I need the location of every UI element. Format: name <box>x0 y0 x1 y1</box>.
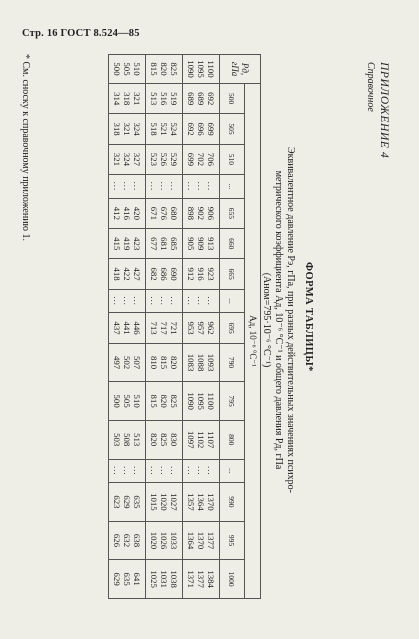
pressure-value: 505 <box>122 62 132 76</box>
cell-value: 641 <box>132 572 142 586</box>
table-body <box>109 55 220 599</box>
table-cell <box>183 198 220 228</box>
cell-value: 446 <box>132 321 142 335</box>
cell-value: 529 <box>169 152 179 166</box>
cell-value: 623 <box>112 495 122 509</box>
table-cell <box>183 382 220 421</box>
cell-value: 953 <box>186 321 196 335</box>
table-cell <box>183 560 220 599</box>
cell-value: 521 <box>159 122 169 136</box>
cell-value: 505 <box>122 394 132 408</box>
cell-value: 689 <box>186 92 196 106</box>
cell-value: 503 <box>112 433 122 447</box>
cell-value: 318 <box>122 92 132 106</box>
cell-value: ... <box>206 181 216 192</box>
cell-value: 1107 <box>206 431 216 449</box>
table-cell <box>146 521 183 560</box>
cell-value: 681 <box>159 237 169 251</box>
cell-value: 516 <box>159 92 169 106</box>
cell-value: 689 <box>196 92 206 106</box>
cell-value: 437 <box>112 321 122 335</box>
cell-value: 1020 <box>159 493 169 511</box>
column-header: 795 <box>220 382 245 421</box>
table-cell <box>146 259 183 289</box>
cell-value: ... <box>149 181 159 192</box>
appendix-subtitle: Справочное <box>365 62 376 112</box>
column-header: ... <box>220 459 245 483</box>
cell-value: 420 <box>132 206 142 220</box>
table-cell <box>183 420 220 459</box>
cell-value: 699 <box>206 122 216 136</box>
column-header: 790 <box>220 343 245 382</box>
cell-value: 327 <box>132 152 142 166</box>
cell-value: 680 <box>169 206 179 220</box>
cell-value: ... <box>206 466 216 476</box>
cell-value: ... <box>196 181 206 192</box>
cell-value: ... <box>169 296 179 306</box>
cell-value: 626 <box>112 533 122 548</box>
pressure-value: 825 <box>169 62 179 76</box>
pressure-value: 820 <box>159 62 169 76</box>
cell-value: 629 <box>122 495 132 509</box>
cell-value: 923 <box>206 267 216 281</box>
table-cell <box>109 382 146 421</box>
table-cell <box>109 84 146 114</box>
cell-value: 507 <box>132 355 142 370</box>
table-cell <box>109 259 146 289</box>
cell-value: 682 <box>149 267 159 281</box>
table-cell <box>183 229 220 259</box>
column-header: 500 <box>220 84 245 114</box>
cell-value: 635 <box>132 495 142 509</box>
cell-value: 418 <box>112 267 122 281</box>
description-line-2: метрического коэффициента Aд, 10⁻⁶ °C⁻¹ и общего давления Pд, гПа <box>273 170 284 470</box>
cell-value: 699 <box>186 152 196 166</box>
cell-value: 677 <box>149 237 159 251</box>
description-line-1: Эквивалентное давление Pэ, гПа, при разных действительных значениях психро- <box>285 147 296 493</box>
cell-value: 717 <box>159 321 169 335</box>
cell-value: 415 <box>112 237 122 251</box>
column-header: 505 <box>220 114 245 144</box>
table-cell <box>146 382 183 421</box>
table-cell <box>109 114 146 144</box>
cell-value: 815 <box>149 394 159 408</box>
cell-value: 632 <box>122 533 132 548</box>
pressure-table <box>108 54 261 599</box>
cell-value: 690 <box>169 267 179 281</box>
cell-value: 905 <box>186 237 196 251</box>
table-cell <box>109 313 146 343</box>
pressure-cell <box>109 55 146 84</box>
column-header: 800 <box>220 420 245 459</box>
cell-value: 1377 <box>206 531 216 550</box>
cell-value: 1027 <box>169 493 179 511</box>
cell-value: 898 <box>186 206 196 220</box>
cell-value: 324 <box>122 152 132 166</box>
cell-value: 815 <box>159 355 169 370</box>
cell-value: 820 <box>169 355 179 370</box>
cell-value: ... <box>132 466 142 476</box>
cell-value: ... <box>159 296 169 306</box>
column-header: 695 <box>220 313 245 343</box>
cell-value: ... <box>122 466 132 476</box>
cell-value: 696 <box>196 122 206 136</box>
cell-value: 513 <box>149 92 159 106</box>
cell-value: 1020 <box>149 531 159 550</box>
pressure-value: 815 <box>149 62 159 76</box>
cell-value: 513 <box>132 433 142 447</box>
cell-value: 423 <box>132 237 142 251</box>
footnote: * См. сноску к справочному приложению 1. <box>20 54 31 242</box>
cell-value: 638 <box>132 533 142 548</box>
form-title: ФОРМА ТАБЛИЦЫ* <box>303 262 314 372</box>
cell-value: 314 <box>112 92 122 106</box>
cell-value: ... <box>132 181 142 192</box>
cell-value: 912 <box>186 267 196 281</box>
table-cell <box>183 144 220 174</box>
column-header: 990 <box>220 483 245 522</box>
table-cell <box>183 313 220 343</box>
cell-value: 1090 <box>186 392 196 410</box>
cell-value: 913 <box>206 237 216 251</box>
cell-value: 1357 <box>186 493 196 511</box>
cell-value: 416 <box>122 206 132 220</box>
cell-value: 1033 <box>169 531 179 550</box>
cell-value: ... <box>186 181 196 192</box>
cell-value: 1083 <box>186 353 196 372</box>
cell-value: 962 <box>206 321 216 335</box>
page-header: Стр. 16 ГОСТ 8.524—85 <box>22 28 140 39</box>
cell-value: 825 <box>159 433 169 447</box>
table-cell <box>183 483 220 522</box>
cell-value: 508 <box>122 433 132 447</box>
cell-value: ... <box>112 296 122 306</box>
cell-value: 519 <box>169 92 179 106</box>
table-cell <box>183 343 220 382</box>
table-cell <box>146 229 183 259</box>
table-row <box>109 55 146 599</box>
cell-value: 692 <box>186 122 196 136</box>
cell-value: ... <box>149 296 159 306</box>
table-row <box>146 55 183 599</box>
cell-value: 1031 <box>159 570 169 588</box>
cell-value: ... <box>122 181 132 192</box>
cell-value: 1370 <box>206 493 216 511</box>
cell-value: 1026 <box>159 531 169 550</box>
a-header: Aд, 10⁻⁶ °C⁻¹ <box>245 84 261 599</box>
column-header-row <box>220 55 245 599</box>
cell-value: 1095 <box>196 392 206 410</box>
cell-value: 321 <box>132 92 142 106</box>
column-header: 665 <box>220 259 245 289</box>
cell-value: 820 <box>149 433 159 447</box>
cell-value: 1364 <box>196 493 206 511</box>
table-cell <box>146 560 183 599</box>
cell-value: 1025 <box>149 570 159 588</box>
cell-value: ... <box>159 466 169 476</box>
cell-value: 1088 <box>196 353 206 372</box>
cell-value: 685 <box>169 237 179 251</box>
column-header: 510 <box>220 144 245 174</box>
pressure-value: 510 <box>132 62 142 76</box>
table-cell <box>146 84 183 114</box>
cell-value: 721 <box>169 321 179 335</box>
table-cell <box>183 289 220 313</box>
table-cell <box>109 521 146 560</box>
table-cell <box>146 289 183 313</box>
table-cell <box>109 459 146 483</box>
cell-value: 825 <box>169 394 179 408</box>
cell-value: 524 <box>169 122 179 136</box>
table-cell <box>109 175 146 199</box>
cell-value: 686 <box>159 267 169 281</box>
cell-value: ... <box>112 466 122 476</box>
description-line-3: (Aном=795·10⁻⁶ °C⁻¹) <box>261 272 272 368</box>
cell-value: ... <box>149 466 159 476</box>
cell-value: 676 <box>159 206 169 220</box>
cell-value: 1015 <box>149 493 159 511</box>
cell-value: 427 <box>132 267 142 281</box>
table-cell <box>109 289 146 313</box>
table-cell <box>146 483 183 522</box>
cell-value: 412 <box>112 206 122 220</box>
table-cell <box>146 459 183 483</box>
table-cell <box>183 521 220 560</box>
cell-value: 502 <box>122 355 132 370</box>
cell-value: 321 <box>122 122 132 136</box>
cell-value: 957 <box>196 321 206 335</box>
cell-value: ... <box>132 296 142 306</box>
cell-value: 526 <box>159 152 169 166</box>
cell-value: ... <box>169 181 179 192</box>
table-cell <box>109 229 146 259</box>
cell-value: ... <box>112 181 122 192</box>
px-header: Pд, гПа <box>220 55 261 84</box>
column-header: 1000 <box>220 560 245 599</box>
pressure-value: 1090 <box>186 60 196 78</box>
cell-value: 909 <box>196 237 206 251</box>
cell-value: 830 <box>169 433 179 447</box>
table-description <box>260 120 296 520</box>
pressure-value: 1095 <box>196 60 206 78</box>
cell-value: ... <box>186 466 196 476</box>
appendix-title: ПРИЛОЖЕНИЕ 4 <box>378 62 390 159</box>
cell-value: 810 <box>149 355 159 370</box>
cell-value: 713 <box>149 321 159 335</box>
cell-value: 441 <box>122 321 132 335</box>
cell-value: 1370 <box>196 531 206 550</box>
cell-value: 1093 <box>206 353 216 372</box>
cell-value: 318 <box>112 122 122 136</box>
pressure-cell <box>146 55 183 84</box>
cell-value: 1364 <box>186 531 196 550</box>
cell-value: 629 <box>112 572 122 586</box>
cell-value: ... <box>169 466 179 476</box>
cell-value: 702 <box>196 152 206 166</box>
cell-value: 635 <box>122 572 132 586</box>
pressure-cell <box>183 55 220 84</box>
cell-value: ... <box>196 296 206 306</box>
cell-value: 916 <box>196 267 206 281</box>
table-cell <box>109 343 146 382</box>
table-cell <box>146 114 183 144</box>
cell-value: 1100 <box>206 392 216 410</box>
table-cell <box>109 420 146 459</box>
cell-value: 1097 <box>186 430 196 449</box>
cell-value: 706 <box>206 152 216 166</box>
table-cell <box>109 144 146 174</box>
cell-value: 671 <box>149 206 159 220</box>
cell-value: 1377 <box>196 570 206 588</box>
cell-value: 518 <box>149 122 159 136</box>
column-header: 660 <box>220 229 245 259</box>
pressure-value: 500 <box>112 62 122 76</box>
column-header: 995 <box>220 521 245 560</box>
column-header: 655 <box>220 198 245 228</box>
pressure-value: 1100 <box>206 60 216 78</box>
cell-value: ... <box>159 181 169 192</box>
cell-value: 906 <box>206 206 216 220</box>
table-cell <box>146 313 183 343</box>
table-cell <box>183 114 220 144</box>
table-cell <box>109 483 146 522</box>
cell-value: ... <box>196 466 206 476</box>
cell-value: 820 <box>159 394 169 408</box>
table-cell <box>109 560 146 599</box>
table-cell <box>183 259 220 289</box>
cell-value: ... <box>206 296 216 306</box>
table-cell <box>109 198 146 228</box>
cell-value: 419 <box>122 237 132 251</box>
table-cell <box>146 420 183 459</box>
cell-value: 1371 <box>186 570 196 588</box>
table-cell <box>146 175 183 199</box>
table-cell <box>183 459 220 483</box>
table-cell <box>146 144 183 174</box>
table-cell <box>146 343 183 382</box>
cell-value: 497 <box>112 355 122 370</box>
cell-value: 500 <box>112 394 122 408</box>
table-cell <box>146 198 183 228</box>
column-header: ... <box>220 289 245 313</box>
cell-value: 510 <box>132 394 142 408</box>
table-cell <box>183 84 220 114</box>
cell-value: ... <box>122 296 132 306</box>
cell-value: 1038 <box>169 570 179 588</box>
cell-value: 523 <box>149 152 159 166</box>
cell-value: 321 <box>112 152 122 166</box>
cell-value: 1102 <box>196 431 206 449</box>
table-cell <box>183 175 220 199</box>
cell-value: 1384 <box>206 570 216 588</box>
cell-value: 692 <box>206 92 216 106</box>
cell-value: ... <box>186 296 196 306</box>
table-row <box>183 55 220 599</box>
cell-value: 324 <box>132 122 142 136</box>
column-header: ... <box>220 175 245 199</box>
cell-value: 422 <box>122 267 132 281</box>
cell-value: 902 <box>196 206 206 220</box>
